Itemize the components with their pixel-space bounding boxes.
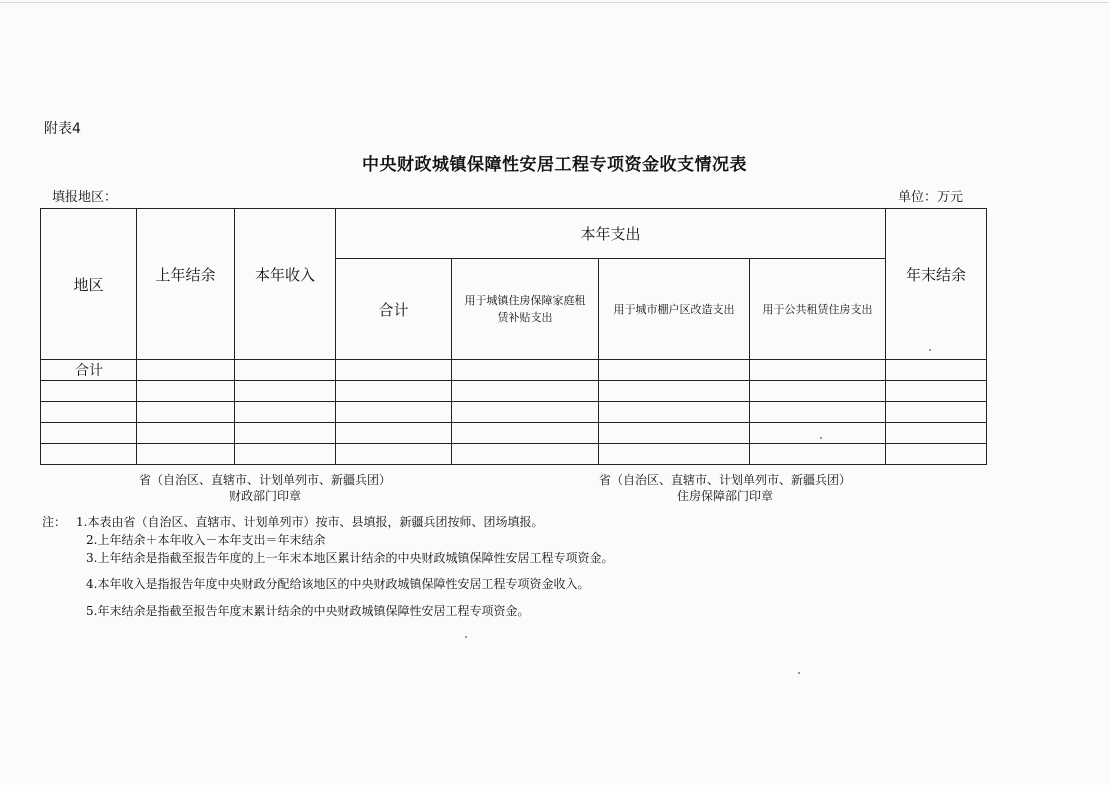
scan-edge-line <box>0 2 1109 3</box>
finance-dept-stamp-area <box>120 472 410 504</box>
table-cell[interactable] <box>599 360 750 381</box>
table-cell[interactable] <box>599 444 750 465</box>
header-expense-rent-subsidy: 用于城镇住房保障家庭租赁补贴支出 <box>452 259 599 360</box>
notes-prefix: 注： <box>42 515 67 529</box>
table-cell[interactable] <box>235 402 336 423</box>
header-expense-total: 合计 <box>336 259 452 360</box>
table-cell[interactable] <box>886 444 987 465</box>
table-cell[interactable] <box>235 423 336 444</box>
table-cell[interactable] <box>336 381 452 402</box>
table-cell[interactable] <box>452 444 599 465</box>
scan-speck <box>798 672 800 674</box>
table-cell[interactable] <box>886 360 987 381</box>
finance-stamp-line2: 财政部门印章 <box>228 489 301 503</box>
table-cell[interactable] <box>235 360 336 381</box>
table-cell[interactable] <box>750 444 886 465</box>
attachment-label: 附表4 <box>44 121 81 137</box>
table-cell[interactable] <box>599 423 750 444</box>
note-item-4: 4.本年收入是指报告年度中央财政分配给该地区的中央财政城镇保障性安居工程专项资金收入。 <box>86 577 590 591</box>
table-cell[interactable] <box>41 423 137 444</box>
header-year-end-balance: 年末结余 <box>886 209 987 360</box>
page-title: 中央财政城镇保障性安居工程专项资金收支情况表 <box>362 155 747 175</box>
table-cell[interactable] <box>235 444 336 465</box>
table-cell[interactable] <box>336 423 452 444</box>
table-row <box>41 444 987 465</box>
unit-label: 单位：万元 <box>898 190 964 205</box>
table-cell[interactable] <box>41 444 137 465</box>
header-income: 本年收入 <box>235 209 336 360</box>
note-item-2: 2.上年结余＋本年收入－本年支出＝年末结余 <box>86 533 326 547</box>
table-cell[interactable] <box>599 402 750 423</box>
table-cell[interactable] <box>750 402 886 423</box>
table-row <box>41 381 987 402</box>
table-cell[interactable] <box>750 423 886 444</box>
header-expense-shantytown: 用于城市棚户区改造支出 <box>599 259 750 360</box>
table-cell[interactable] <box>41 381 137 402</box>
scan-speck <box>465 636 467 638</box>
housing-stamp-line1: 省（自治区、直辖市、计划单列市、新疆兵团） <box>598 473 851 487</box>
table-cell[interactable] <box>452 423 599 444</box>
table-cell[interactable] <box>599 381 750 402</box>
table-cell[interactable] <box>137 402 235 423</box>
note-item-1: 1.本表由省（自治区、直辖市、计划单列市）按市、县填报，新疆兵团按师、团场填报。 <box>76 515 544 529</box>
table-cell[interactable] <box>137 360 235 381</box>
scan-speck <box>929 349 931 351</box>
region-label: 填报地区： <box>52 190 118 205</box>
header-expense-group: 本年支出 <box>336 209 886 259</box>
housing-dept-stamp-area <box>580 472 870 504</box>
table-row <box>41 423 987 444</box>
table-cell[interactable] <box>336 360 452 381</box>
table-cell[interactable] <box>750 360 886 381</box>
table-row <box>41 402 987 423</box>
table-cell[interactable] <box>336 444 452 465</box>
table-cell[interactable] <box>137 381 235 402</box>
table-cell[interactable] <box>137 444 235 465</box>
total-row-label: 合计 <box>41 360 137 381</box>
note-item-5: 5.年末结余是指截至报告年度末累计结余的中央财政城镇保障性安居工程专项资金。 <box>86 604 530 618</box>
table-cell[interactable] <box>886 423 987 444</box>
table-cell[interactable] <box>336 402 452 423</box>
finance-stamp-line1: 省（自治区、直辖市、计划单列市、新疆兵团） <box>138 473 391 487</box>
scan-speck <box>820 437 822 439</box>
header-expense-public-rental: 用于公共租赁住房支出 <box>750 259 886 360</box>
table-cell[interactable] <box>137 423 235 444</box>
header-prev-balance: 上年结余 <box>137 209 235 360</box>
housing-stamp-line2: 住房保障部门印章 <box>676 489 773 503</box>
header-region: 地区 <box>41 209 137 360</box>
table-cell[interactable] <box>886 381 987 402</box>
table-cell[interactable] <box>750 381 886 402</box>
table-cell[interactable] <box>452 402 599 423</box>
balance-table <box>40 208 987 465</box>
table-cell[interactable] <box>452 381 599 402</box>
table-cell[interactable] <box>452 360 599 381</box>
note-item-3: 3.上年结余是指截至报告年度的上一年末本地区累计结余的中央财政城镇保障性安居工程专项资金。 <box>86 551 614 565</box>
table-cell[interactable] <box>235 381 336 402</box>
table-cell[interactable] <box>41 402 137 423</box>
table-row-total <box>41 360 987 381</box>
table-cell[interactable] <box>886 402 987 423</box>
